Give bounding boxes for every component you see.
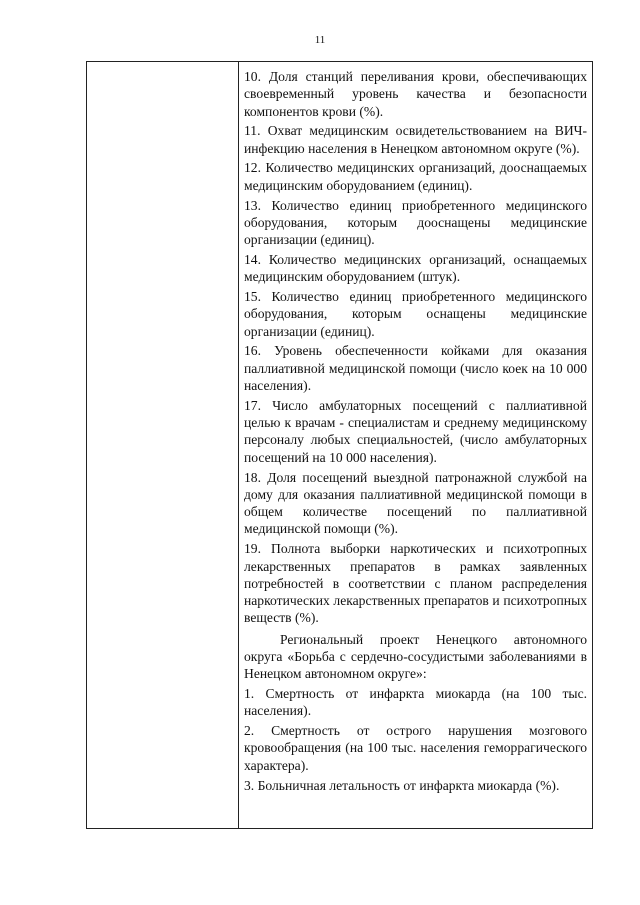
project-indicator-item: 3. Больничная летальность от инфаркта миокарда (%). [244, 777, 560, 793]
page-number: 11 [314, 34, 326, 46]
project-heading: Региональный проект Ненецкого автономного округа «Борьба с сердечно-сосудистыми заболеваниями в Ненецком автономном округе»: [244, 631, 587, 682]
indicators-cell [244, 68, 587, 794]
column-divider [238, 62, 239, 828]
indicator-item: 10. Доля станций переливания крови, обеспечивающих своевременный уровень качества и безопасности компонентов крови (%). [244, 69, 587, 119]
indicator-item: 16. Уровень обеспеченности койками для оказания паллиативной медицинской помощи (число коек на 10 000 населения). [244, 343, 587, 394]
project-indicator-item: 2. Смертность от острого нарушения мозгового кровообращения (на 100 тыс. населения геморрагического характера). [244, 723, 587, 773]
indicator-item: 14. Количество медицинских организаций, оснащаемых медицинским оборудованием (штук). [244, 251, 587, 285]
indicator-item: 19. Полнота выборки наркотических и психотропных лекарственных препаратов в рамках заявленных потребностей в соответствии с планом распределения наркотических лекарственных препаратов и психотропных веществ (%). [244, 541, 587, 626]
indicator-item: 17. Число амбулаторных посещений с паллиативной целью к врачам - специалистам и среднему медицинскому персоналу любых специальностей, (число амбулаторных посещений на 10 000 населения). [244, 397, 587, 465]
indicator-item: 11. Охват медицинским освидетельствованием на ВИЧ-инфекцию населения в Ненецком автономном округе (%). [244, 123, 587, 156]
project-indicator-item: 1. Смертность от инфаркта миокарда (на 100 тыс. населения). [244, 686, 587, 719]
indicator-item: 12. Количество медицинских организаций, дооснащаемых медицинским оборудованием (единиц). [244, 160, 587, 193]
indicator-item: 15. Количество единиц приобретенного медицинского оборудования, которым оснащены медицинские организации (единиц). [244, 289, 587, 339]
document-table [86, 61, 593, 829]
indicator-item: 13. Количество единиц приобретенного медицинского оборудования, которым дооснащены медицинские организации (единиц). [244, 197, 587, 248]
indicator-item: 18. Доля посещений выездной патронажной службой на дому для оказания паллиативной медицинской помощи в общем количестве посещений по паллиативной медицинской помощи (%). [244, 469, 587, 537]
